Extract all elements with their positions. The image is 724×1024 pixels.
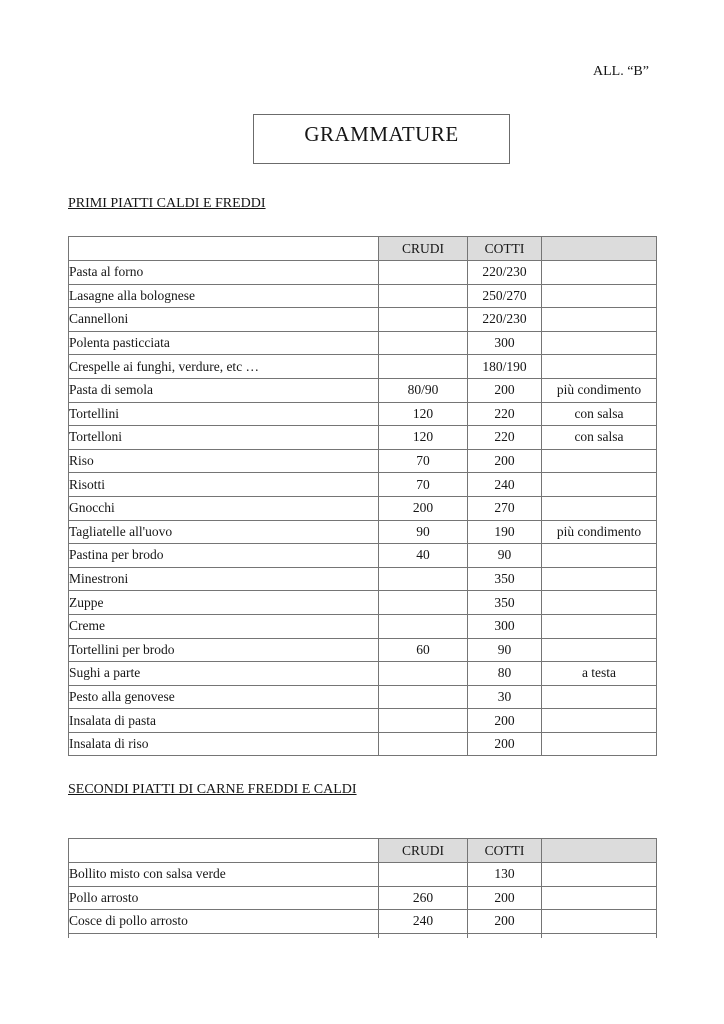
cell-note [542,331,657,355]
cell-crudi: 260 [379,886,468,910]
cell-cotti: 90 [468,544,542,568]
cell-crudi: 40 [379,544,468,568]
cell-note [542,685,657,709]
cell-crudi: 60 [379,638,468,662]
cell-crudi [379,662,468,686]
annex-label: ALL. “B” [593,64,649,79]
header-cell-item [69,839,379,863]
cell-note [542,261,657,285]
table-row [69,426,657,450]
table-row [69,261,657,285]
table-row [69,331,657,355]
clipped-row-stub [69,933,657,938]
cell-cotti: 200 [468,709,542,733]
cell-cotti: 200 [468,910,542,934]
cell-item: Cosce di pollo arrosto [69,910,379,934]
table-row [69,591,657,615]
cell-crudi: 70 [379,473,468,497]
table-row [69,308,657,332]
cell-note: più condimento [542,520,657,544]
cell-cotti: 200 [468,449,542,473]
header-cell-note [542,839,657,863]
header-cell-item [69,237,379,261]
cell-note: con salsa [542,402,657,426]
cell-note [542,473,657,497]
cell-crudi [379,685,468,709]
cell-item: Riso [69,449,379,473]
table-row [69,709,657,733]
primi-table-container [68,236,657,756]
cell-note [542,591,657,615]
header-cell-crudi: CRUDI [379,839,468,863]
secondi-table [68,838,657,938]
cell-item: Pollo arrosto [69,886,379,910]
page-title: GRAMMATURE [304,122,459,146]
cell-cotti [468,933,542,938]
cell-cotti: 240 [468,473,542,497]
cell-cotti: 130 [468,863,542,887]
cell-note [542,449,657,473]
secondi-table-container [68,838,657,938]
cell-crudi [379,331,468,355]
cell-crudi: 80/90 [379,378,468,402]
cell-item: Bollito misto con salsa verde [69,863,379,887]
table-row [69,449,657,473]
cell-cotti: 250/270 [468,284,542,308]
table-row [69,496,657,520]
cell-note [542,638,657,662]
cell-item: Creme [69,614,379,638]
cell-cotti: 350 [468,567,542,591]
table-row [69,284,657,308]
header-cell-cotti: COTTI [468,839,542,863]
table-row [69,863,657,887]
cell-note: con salsa [542,426,657,450]
cell-crudi [379,933,468,938]
section-heading-primi: PRIMI PIATTI CALDI E FREDDI [68,196,266,211]
cell-item: Sughi a parte [69,662,379,686]
cell-note [542,910,657,934]
cell-crudi [379,863,468,887]
header-cell-cotti: COTTI [468,237,542,261]
cell-item: Zuppe [69,591,379,615]
cell-crudi: 240 [379,910,468,934]
table-row [69,910,657,934]
cell-cotti: 180/190 [468,355,542,379]
cell-crudi [379,261,468,285]
table-row [69,402,657,426]
table-row [69,544,657,568]
table-row [69,378,657,402]
table-header-row [69,839,657,863]
cell-note [542,886,657,910]
cell-cotti: 300 [468,614,542,638]
cell-crudi [379,732,468,756]
cell-item: Tortelloni [69,426,379,450]
cell-crudi: 70 [379,449,468,473]
cell-cotti: 30 [468,685,542,709]
cell-item: Gnocchi [69,496,379,520]
cell-note: più condimento [542,378,657,402]
primi-table-body [69,261,657,756]
secondi-table-body [69,863,657,934]
cell-note [542,355,657,379]
table-row [69,933,657,938]
cell-note: a testa [542,662,657,686]
cell-item: Tortellini per brodo [69,638,379,662]
cell-note [542,496,657,520]
table-row [69,614,657,638]
table-row [69,638,657,662]
cell-item: Tortellini [69,402,379,426]
cell-crudi: 90 [379,520,468,544]
cell-note [542,567,657,591]
cell-item: Pasta al forno [69,261,379,285]
cell-crudi: 120 [379,402,468,426]
cell-item: Risotti [69,473,379,497]
cell-crudi [379,567,468,591]
cell-cotti: 270 [468,496,542,520]
cell-cotti: 190 [468,520,542,544]
cell-crudi [379,355,468,379]
table-row [69,520,657,544]
cell-crudi: 120 [379,426,468,450]
cell-item: Crespelle ai funghi, verdure, etc … [69,355,379,379]
cell-item: Tagliatelle all'uovo [69,520,379,544]
cell-crudi: 200 [379,496,468,520]
cell-item: Pastina per brodo [69,544,379,568]
primi-table [68,236,657,756]
cell-crudi [379,709,468,733]
cell-cotti: 300 [468,331,542,355]
cell-item: Cannelloni [69,308,379,332]
cell-crudi [379,308,468,332]
header-cell-crudi: CRUDI [379,237,468,261]
table-row [69,732,657,756]
cell-item: Minestroni [69,567,379,591]
cell-cotti: 200 [468,378,542,402]
cell-item: Polenta pasticciata [69,331,379,355]
cell-note [542,544,657,568]
cell-item: Pesto alla genovese [69,685,379,709]
cell-cotti: 220/230 [468,308,542,332]
cell-item: Lasagne alla bolognese [69,284,379,308]
cell-item: Pasta di semola [69,378,379,402]
cell-note [542,863,657,887]
cell-cotti: 220 [468,426,542,450]
cell-cotti: 350 [468,591,542,615]
table-row [69,567,657,591]
cell-crudi [379,284,468,308]
cell-item: Insalata di riso [69,732,379,756]
cell-note [542,614,657,638]
cell-cotti: 90 [468,638,542,662]
table-row [69,685,657,709]
cell-cotti: 220/230 [468,261,542,285]
cell-cotti: 220 [468,402,542,426]
cell-item: Insalata di pasta [69,709,379,733]
cell-cotti: 200 [468,732,542,756]
table-header-row [69,237,657,261]
cell-note [542,284,657,308]
cell-cotti: 80 [468,662,542,686]
cell-note [542,709,657,733]
cell-item [69,933,379,938]
table-row [69,355,657,379]
table-row [69,662,657,686]
section-heading-secondi: SECONDI PIATTI DI CARNE FREDDI E CALDI [68,782,357,797]
table-row [69,473,657,497]
table-row [69,886,657,910]
cell-note [542,732,657,756]
cell-note [542,933,657,938]
cell-note [542,308,657,332]
cell-cotti: 200 [468,886,542,910]
title-box [253,114,510,164]
header-cell-note [542,237,657,261]
cell-crudi [379,614,468,638]
cell-crudi [379,591,468,615]
